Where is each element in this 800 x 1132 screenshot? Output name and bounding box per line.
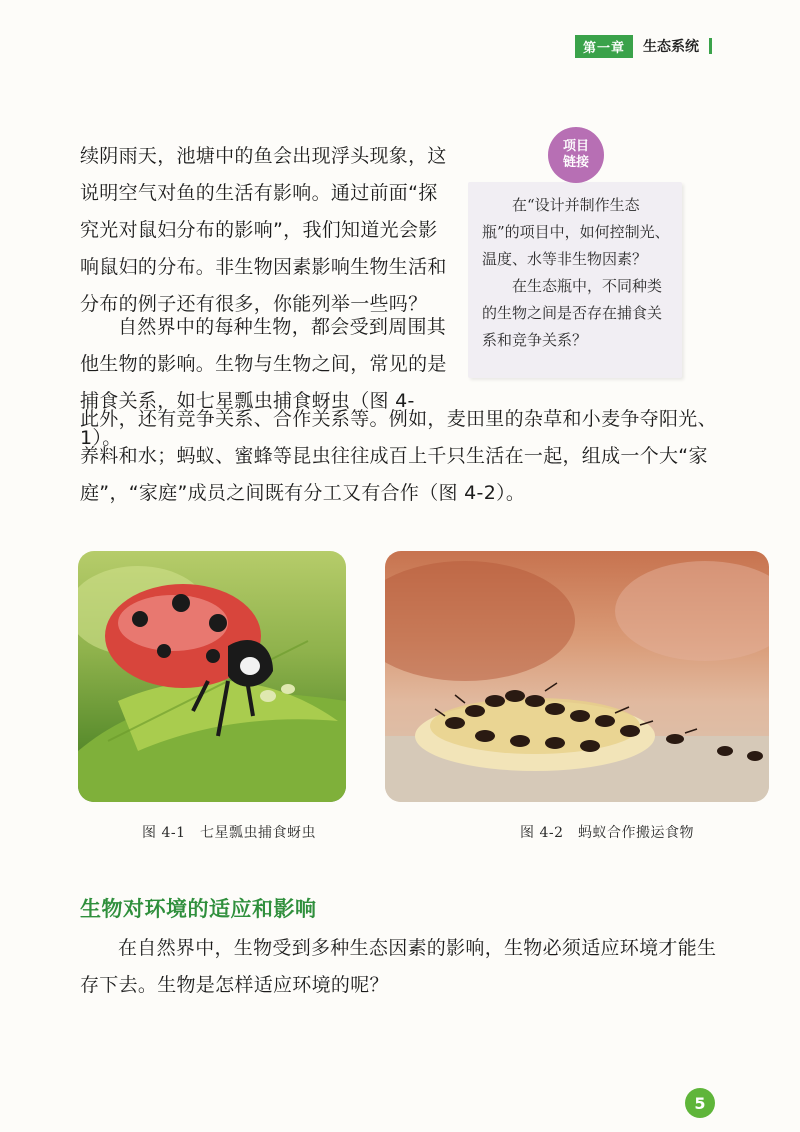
ladybug-illustration <box>78 551 346 802</box>
page-number: 5 <box>685 1088 715 1118</box>
figure-4-1-caption: 图 4-1 七星瓢虫捕食蚜虫 <box>142 825 316 841</box>
ants-illustration <box>385 551 769 802</box>
sidebar-question-2: 在生态瓶中，不同种类的生物之间是否存在捕食关系和竞争关系？ <box>482 277 663 349</box>
ants-photo <box>385 551 769 802</box>
chapter-bar-decoration <box>709 38 712 54</box>
badge-line-2: 链接 <box>562 155 589 170</box>
figure-4-2-caption: 图 4-2 蚂蚁合作搬运食物 <box>520 825 694 841</box>
paragraph-1: 续阴雨天，池塘中的鱼会出现浮头现象，这说明空气对鱼的生活有影响。通过前面“探究光对鼠妇分布的影响”，我们知道光会影响鼠妇的分布。非生物因素影响生物生活和分布的例子还有很多，你能列举一些吗？ <box>80 145 447 315</box>
project-link-text <box>482 192 676 354</box>
paragraph-3: 此外，还有竞争关系、合作关系等。例如，麦田里的杂草和小麦争夺阳光、养料和水；蚂蚁、蜜蜂等昆虫往往成百上千只生活在一起，组成一个大“家庭”，“家庭”成员之间既有分工又有合作（图 4-2）。 <box>80 408 717 504</box>
badge-line-1: 项目 <box>562 139 589 154</box>
sidebar-question-1: 在“设计并制作生态瓶”的项目中，如何控制光、温度、水等非生物因素？ <box>482 196 670 268</box>
chapter-tag: 第一章 <box>575 35 633 58</box>
paragraph-2: 自然界中的每种生物，都会受到周围其他生物的影响。生物与生物之间，常见的是捕食关系，如七星瓢虫捕食蚜虫（图 4-1）。 <box>80 316 447 449</box>
chapter-name: 生态系统 <box>643 39 699 55</box>
ladybug-photo <box>78 551 346 802</box>
paragraph-4: 在自然界中，生物受到多种生态因素的影响，生物必须适应环境才能生存下去。生物是怎样适应环境的呢？ <box>80 937 717 996</box>
project-link-badge <box>548 127 604 183</box>
section-title: 生物对环境的适应和影响 <box>80 897 317 921</box>
chapter-header <box>575 36 712 56</box>
